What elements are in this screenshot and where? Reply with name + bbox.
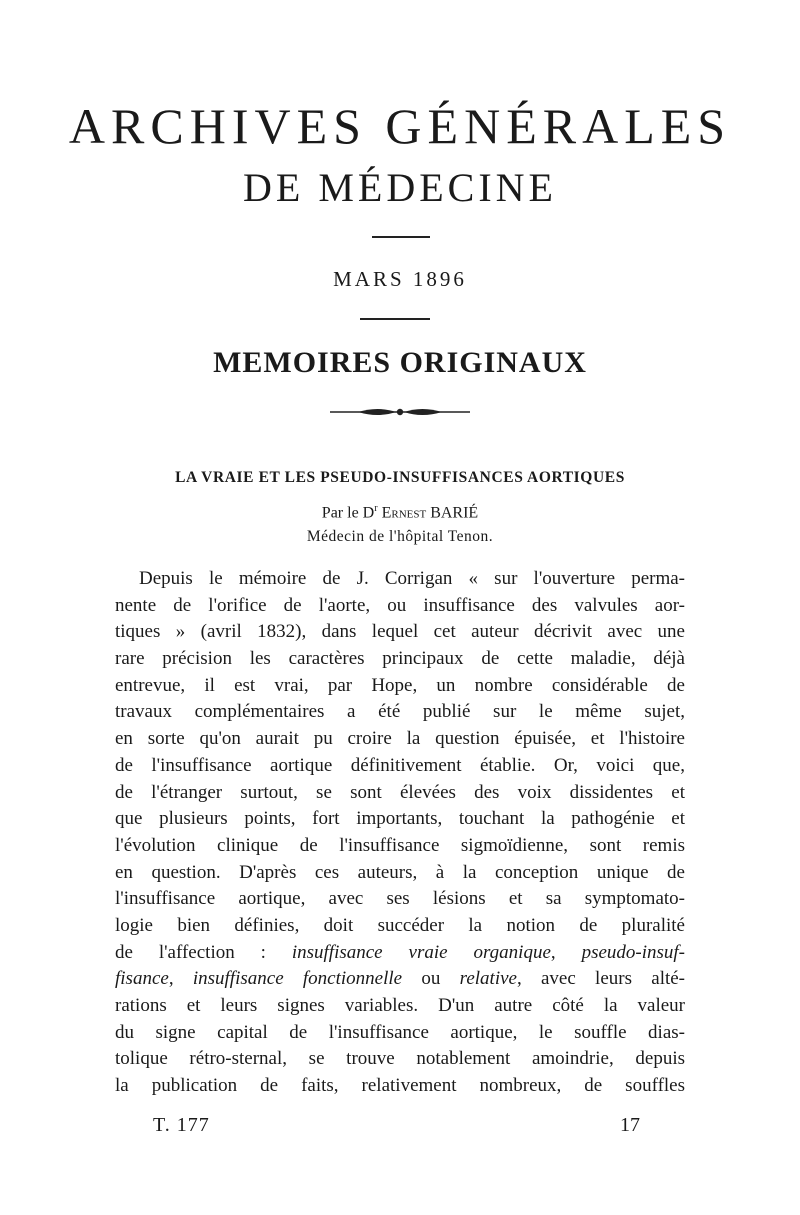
body-line: de l'étranger surtout, se sont élevées des voix dissidentes et bbox=[115, 781, 685, 803]
body-line: travaux complémentaires a été publié sur le même sujet, bbox=[115, 701, 685, 723]
article-body bbox=[115, 566, 685, 1100]
body-line: rare précision les caractères principaux de cette maladie, déjà bbox=[115, 648, 685, 670]
text-run: , bbox=[550, 941, 582, 963]
page-number: 17 bbox=[620, 1114, 640, 1136]
italic-term: pseudo-insuf- bbox=[581, 941, 685, 963]
body-line: l'insuffisance aortique, avec ses lésions et sa symptomato- bbox=[115, 888, 685, 910]
body-line: nente de l'orifice de l'aorte, ou insuffisance des valvules aor- bbox=[115, 594, 685, 616]
body-line: la publication de faits, relativement nombreux, de souffles bbox=[115, 1075, 685, 1097]
italic-term: insuffisance vraie organique bbox=[291, 941, 551, 963]
body-line: en sorte qu'on aurait pu croire la question épuisée, et l'histoire bbox=[115, 728, 685, 750]
body-line bbox=[115, 966, 685, 993]
author-lastname: BARIÉ bbox=[430, 504, 479, 522]
body-line: tiques » (avril 1832), dans lequel cet auteur décrivit avec une bbox=[115, 621, 685, 643]
byline bbox=[0, 503, 800, 522]
divider-rule bbox=[372, 236, 430, 238]
byline-sup: r bbox=[374, 503, 378, 514]
body-line: Depuis le mémoire de J. Corrigan « sur l'ouverture perma- bbox=[139, 568, 685, 589]
body-line: que plusieurs points, fort importants, touchant la pathogénie et bbox=[115, 808, 685, 830]
text-run: , bbox=[168, 968, 193, 990]
body-line: du signe capital de l'insuffisance aortique, le souffle dias- bbox=[115, 1021, 685, 1043]
journal-title: ARCHIVES GÉNÉRALES bbox=[68, 98, 732, 154]
body-line: de l'insuffisance aortique définitivement établie. Or, voici que, bbox=[115, 754, 685, 776]
body-line: logie bien définies, doit succéder la notion de pluralité bbox=[115, 914, 685, 936]
text-run: de l'affection : bbox=[115, 941, 292, 963]
body-line: l'évolution clinique de l'insuffisance sigmoïdienne, sont remis bbox=[115, 834, 685, 856]
issue-date: MARS 1896 bbox=[333, 267, 467, 291]
italic-term: insuffisance fonctionnelle bbox=[192, 968, 403, 990]
italic-term: fisance bbox=[115, 968, 169, 990]
author-firstname: Ernest bbox=[381, 504, 427, 522]
section-title: MEMOIRES ORIGINAUX bbox=[213, 346, 587, 379]
byline-prefix: Par le D bbox=[321, 504, 375, 522]
divider-rule bbox=[360, 318, 430, 320]
italic-term: relative bbox=[459, 968, 517, 990]
text-run: , avec leurs alté- bbox=[516, 968, 686, 990]
body-line: en question. D'après ces auteurs, à la conception unique de bbox=[115, 861, 685, 883]
body-line: tolique rétro-sternal, se trouve notablement amoindrie, depuis bbox=[115, 1048, 685, 1070]
journal-subtitle: DE MÉDECINE bbox=[243, 165, 557, 210]
author-affiliation: Médecin de l'hôpital Tenon. bbox=[306, 528, 494, 545]
body-line: entrevue, il est vrai, par Hope, un nombre considérable de bbox=[115, 674, 685, 696]
text-run: ou bbox=[402, 968, 460, 990]
volume-number: T. 177 bbox=[153, 1114, 210, 1136]
body-line bbox=[115, 940, 685, 967]
body-line: rations et leurs signes variables. D'un autre côté la valeur bbox=[115, 995, 685, 1016]
ornament-divider-icon bbox=[330, 402, 470, 422]
article-title: LA VRAIE ET LES PSEUDO-INSUFFISANCES AORTIQUES bbox=[175, 469, 625, 486]
